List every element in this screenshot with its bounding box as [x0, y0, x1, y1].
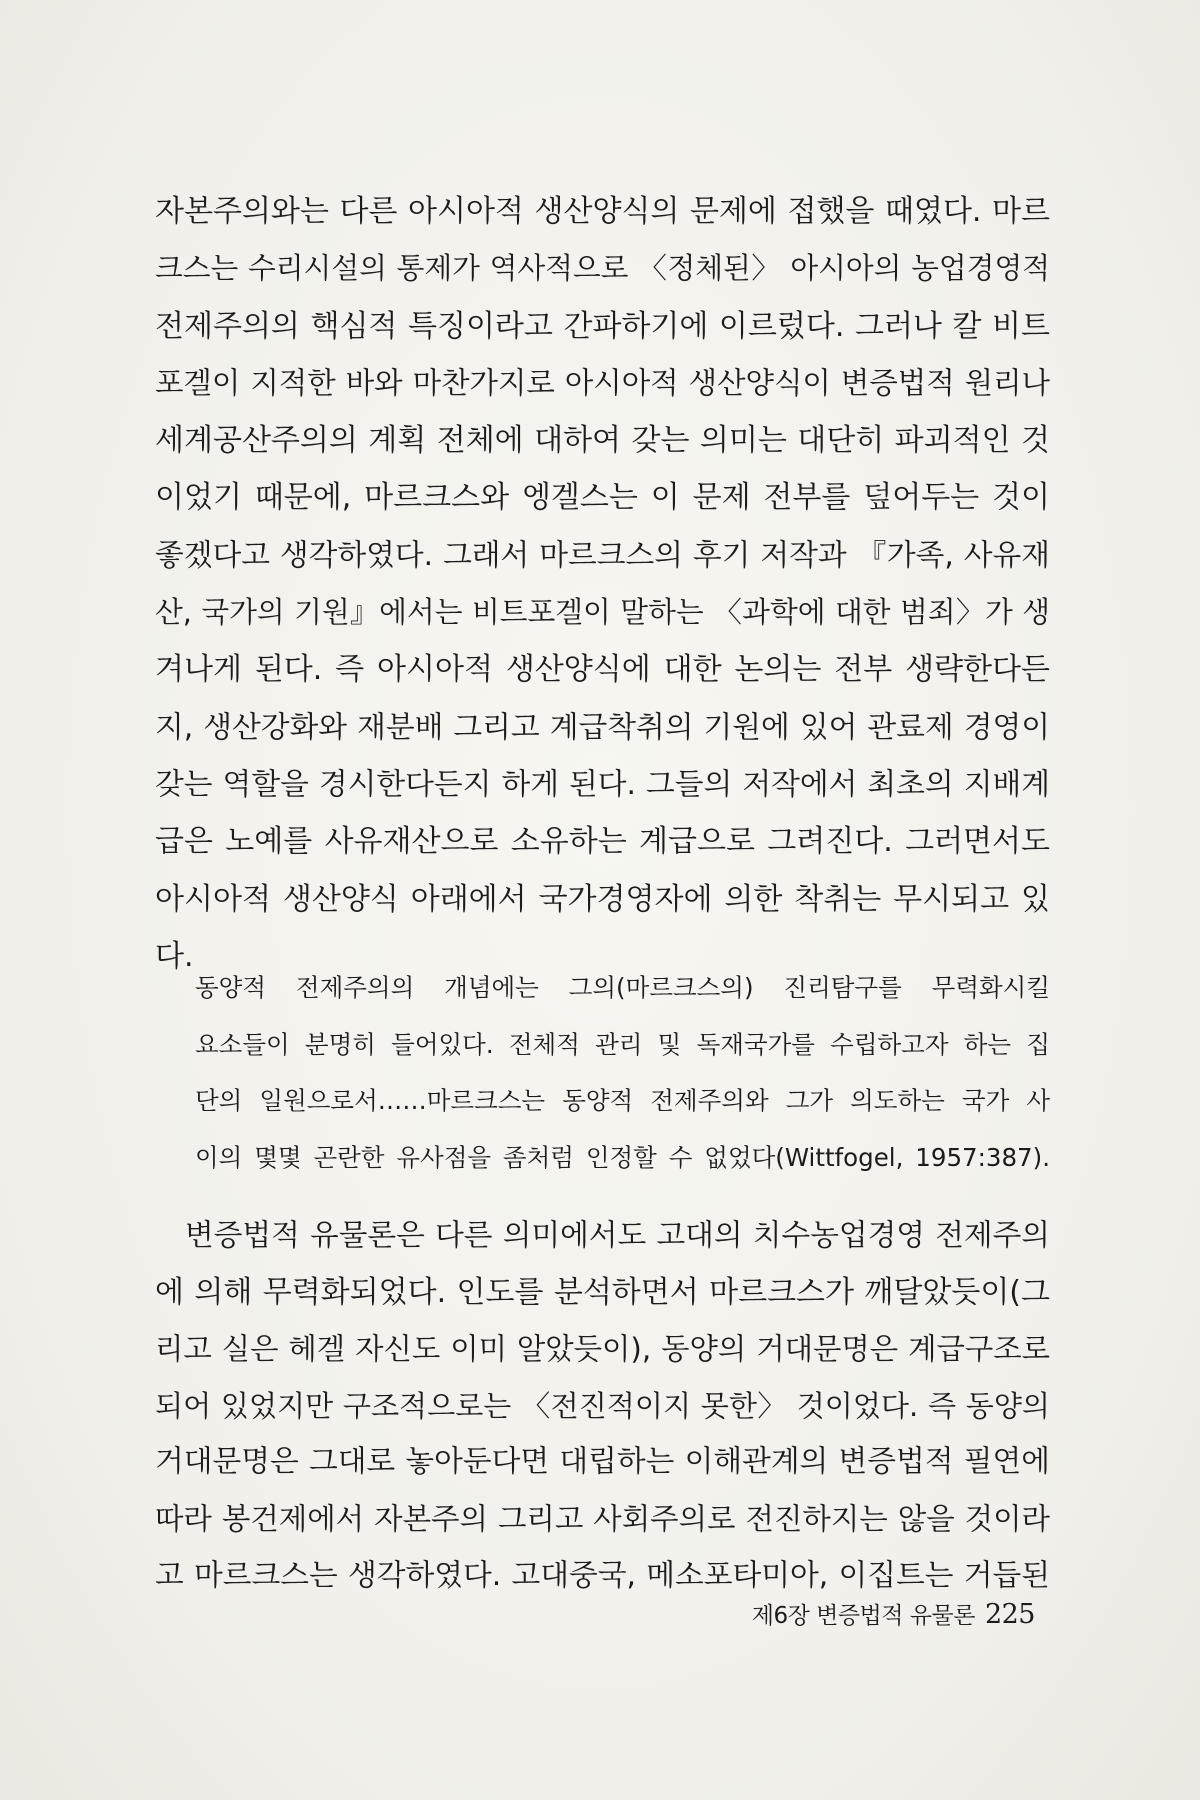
body-paragraph-1	[155, 183, 1050, 985]
text-line: 산, 국가의 기원』에서는 비트포겔이 말하는 〈과학에 대한 범죄〉가 생	[155, 595, 1050, 630]
text-line: 거대문명은 그대로 놓아둔다면 대립하는 이해관계의 변증법적 필연에	[155, 1444, 1050, 1480]
page-footer	[752, 1597, 1035, 1630]
chapter-title: 제6장 변증법적 유물론	[751, 1603, 975, 1629]
text-line: 리고 실은 헤겔 자신도 이미 알았듯이), 동양의 거대문명은 계급구조로	[155, 1332, 1050, 1367]
text-line: 고 마르크스는 생각하였다. 고대중국, 메소포타미아, 이집트는 거듭된	[155, 1557, 1050, 1593]
text-line: 다.	[155, 938, 194, 974]
text-line: 좋겠다고 생각하였다. 그래서 마르크스의 후기 저작과 『가족, 사유재	[155, 537, 1050, 573]
text-line: 전제주의의 핵심적 특징이라고 간파하기에 이르렀다. 그러나 칼 비트	[155, 308, 1050, 344]
body-paragraph-2	[155, 1208, 1050, 1604]
text-line: 지, 생산강화와 재분배 그리고 계급착취의 기원에 있어 관료제 경영이	[155, 709, 1050, 745]
quote-line: 단의 일원으로서……마르크스는 동양적 전제주의와 그가 의도하는 국가 사	[195, 1086, 1050, 1115]
page-number: 225	[984, 1599, 1035, 1630]
text-line: 되어 있었지만 구조적으로는 〈전진적이지 못한〉 것이었다. 즉 동양의	[155, 1388, 1050, 1423]
text-line: 크스는 수리시설의 통제가 역사적으로 〈정체된〉 아시아의 농업경영적	[155, 251, 1050, 286]
text-line: 갖는 역할을 경시한다든지 하게 된다. 그들의 저작에서 최초의 지배계	[155, 766, 1050, 802]
quote-line: 이의 몇몇 곤란한 유사점을 좀처럼 인정할 수 없었다(Wittfogel, 1957:387).	[195, 1142, 1050, 1172]
text-line: 따라 봉건제에서 자본주의 그리고 사회주의로 전진하지는 않을 것이라	[155, 1501, 1050, 1536]
quote-line: 요소들이 분명히 들어있다. 전체적 관리 및 독재국가를 수립하고자 하는 집	[195, 1029, 1050, 1059]
text-line: 에 의해 무력화되었다. 인도를 분석하면서 마르크스가 깨달았듯이(그	[155, 1274, 1050, 1310]
text-line: 포겔이 지적한 바와 마찬가지로 아시아적 생산양식이 변증법적 원리나	[155, 365, 1050, 400]
text-line: 변증법적 유물론은 다른 의미에서도 고대의 치수농업경영 전제주의	[185, 1218, 1050, 1253]
text-line: 겨나게 된다. 즉 아시아적 생산양식에 대한 논의는 전부 생략한다든	[155, 652, 1050, 688]
block-quote	[195, 960, 1050, 1186]
text-line: 아시아적 생산양식 아래에서 국가경영자에 의한 착취는 무시되고 있	[155, 881, 1050, 917]
text-line: 급은 노예를 사유재산으로 소유하는 계급으로 그려진다. 그러면서도	[155, 824, 1050, 860]
quote-line: 동양적 전제주의의 개념에는 그의(마르크스의) 진리탐구를 무력화시킬	[195, 973, 1050, 1002]
text-line: 이었기 때문에, 마르크스와 엥겔스는 이 문제 전부를 덮어두는 것이	[155, 480, 1050, 516]
text-line: 자본주의와는 다른 아시아적 생산양식의 문제에 접했을 때였다. 마르	[155, 194, 1050, 229]
text-line: 세계공산주의의 계획 전체에 대하여 갖는 의미는 대단히 파괴적인 것	[155, 423, 1050, 459]
